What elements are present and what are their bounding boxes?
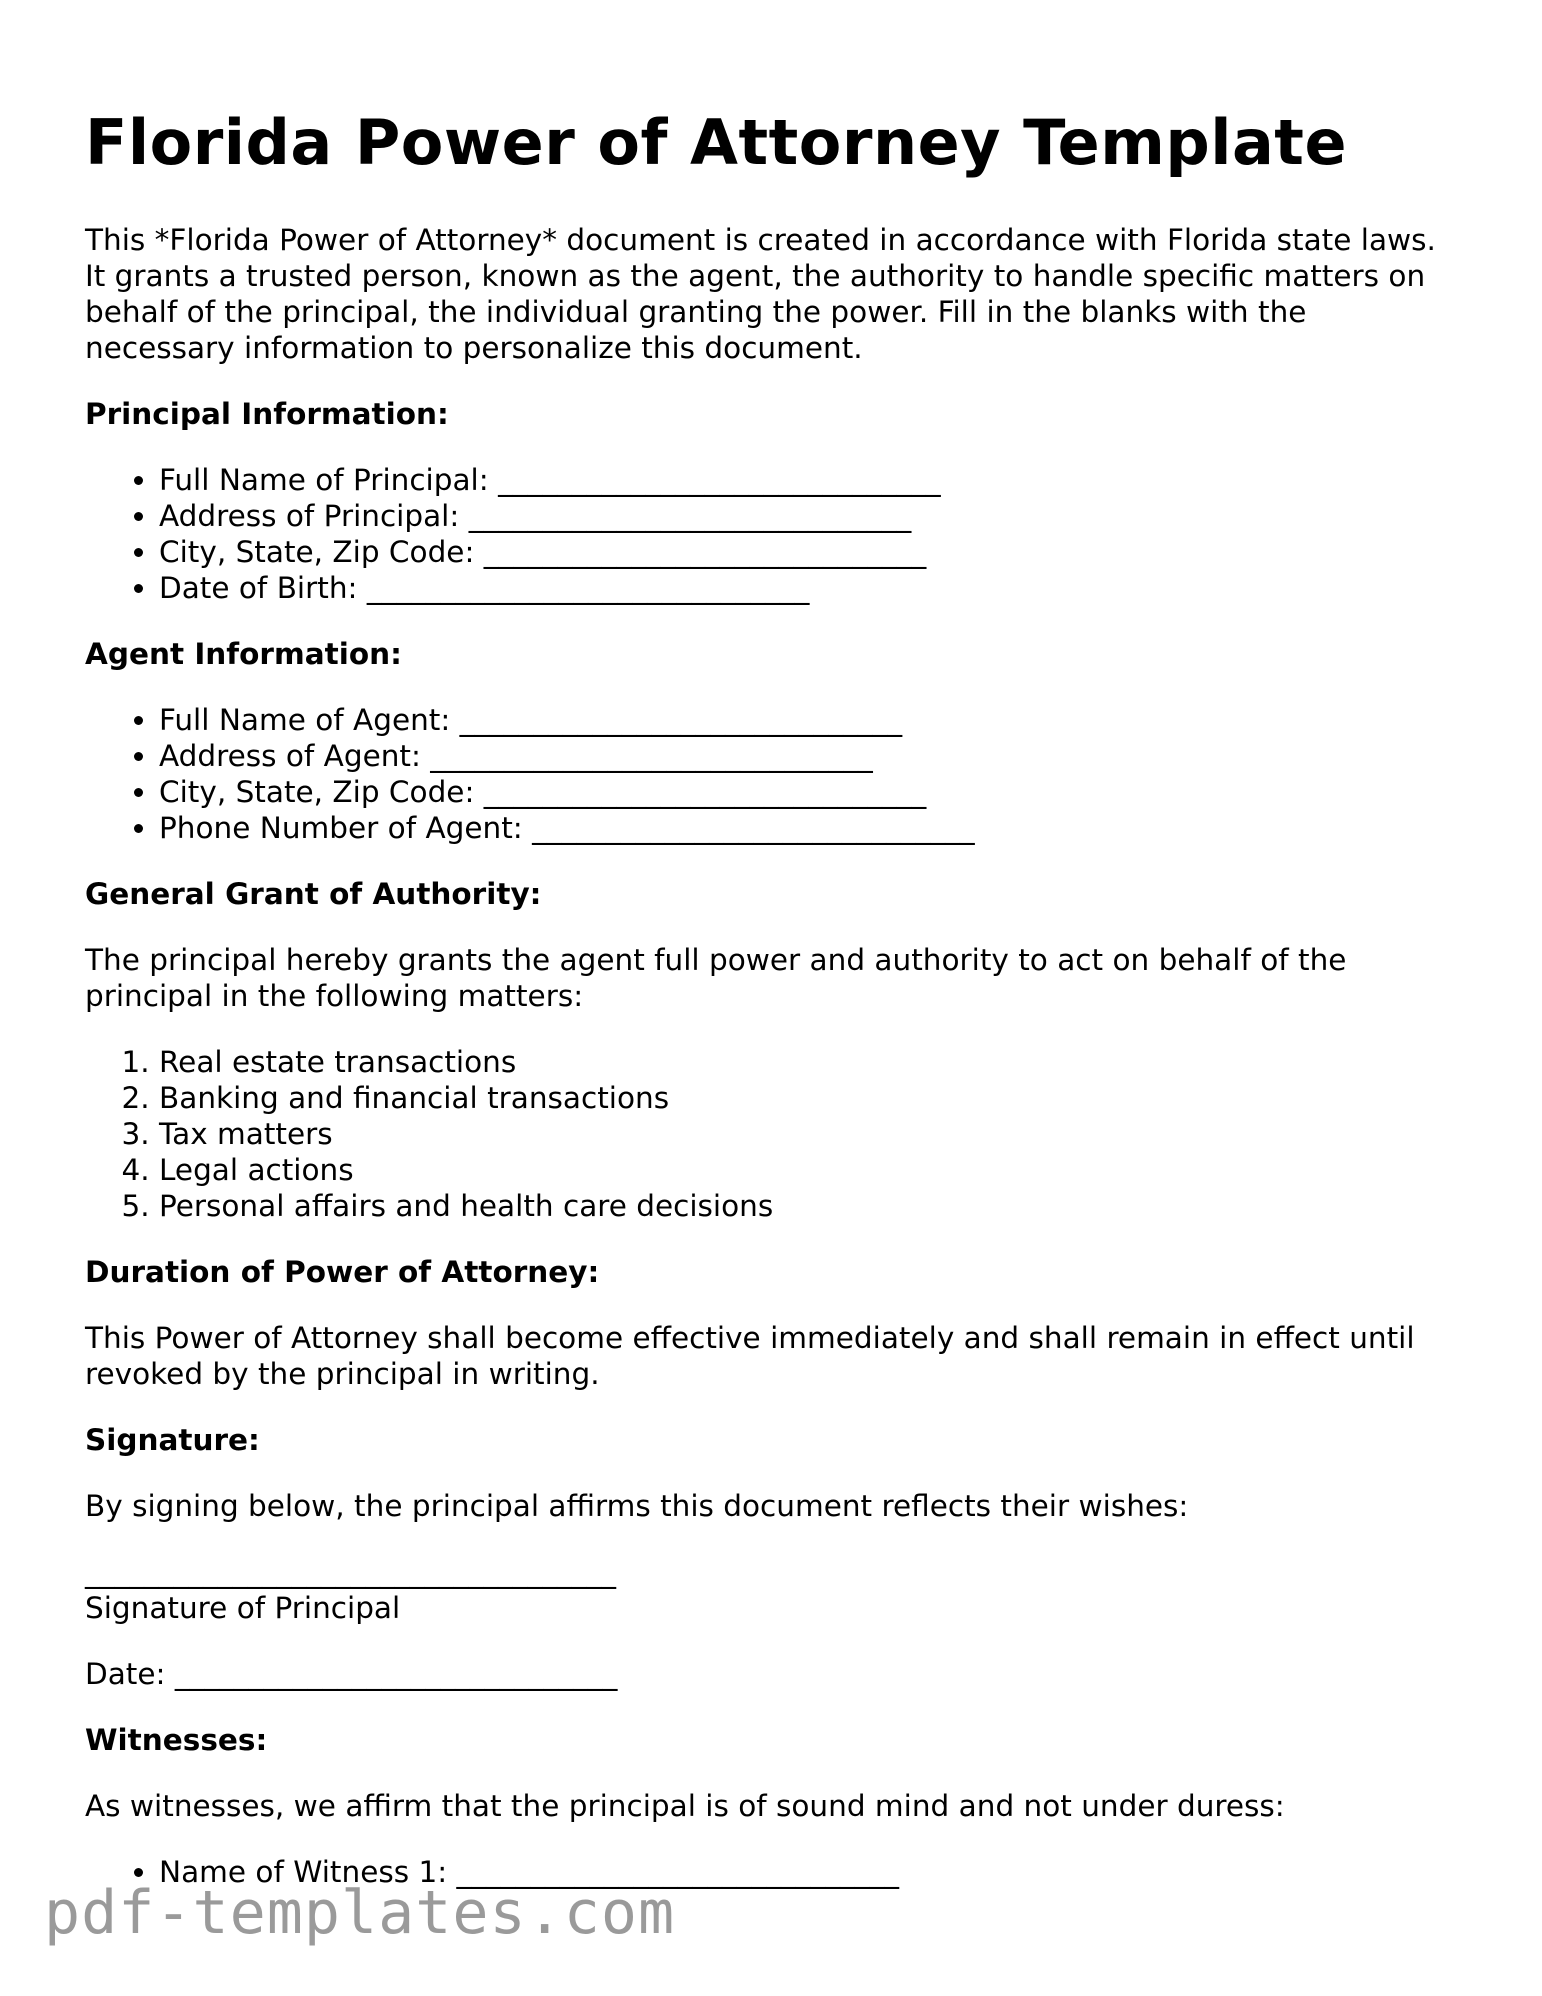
duration-heading: Duration of Power of Attorney: [85,1255,600,1289]
signature-label: Signature of Principal [85,1591,401,1625]
principal-full-name-field: • Full Name of Principal: ______________________________ [159,462,1465,498]
principal-city-state-zip-field: • City, State, Zip Code: ______________________________ [159,534,1465,570]
document-title: Florida Power of Attorney Template [85,106,1347,179]
authority-item: 1. Real estate transactions [159,1044,1465,1080]
signature-heading: Signature: [85,1423,260,1457]
authority-item: 2. Banking and financial transactions [159,1080,1465,1116]
agent-city-state-zip-field: • City, State, Zip Code: ______________________________ [159,774,1465,810]
agent-heading: Agent Information: [85,637,402,671]
duration-paragraph: This Power of Attorney shall become effective immediately and shall remain in effect until revoked by the principal in writing. [85,1321,1415,1391]
witnesses-heading: Witnesses: [85,1723,268,1757]
signature-paragraph: By signing below, the principal affirms this document reflects their wishes: [85,1489,1189,1523]
principal-heading: Principal Information: [85,397,449,431]
witness-1-name-field: • Name of Witness 1: ______________________________ [159,1854,1465,1890]
authority-item: 5. Personal affairs and health care decisions [159,1188,1465,1224]
authority-list [85,1044,1465,1224]
signature-line: ____________________________________ [85,1555,616,1589]
authority-item: 4. Legal actions [159,1152,1465,1188]
agent-phone-field: • Phone Number of Agent: ______________________________ [159,810,1465,846]
authority-heading: General Grant of Authority: [85,877,542,911]
signature-date-field: Date: ______________________________ [85,1657,618,1691]
document-body [85,222,1465,1920]
agent-list [85,702,1465,846]
principal-date-of-birth-field: • Date of Birth: ______________________________ [159,570,1465,606]
authority-paragraph: The principal hereby grants the agent full power and authority to act on behalf of the principal in the following matters: [85,943,1347,1013]
witnesses-paragraph: As witnesses, we affirm that the principal is of sound mind and not under duress: [85,1789,1285,1823]
agent-full-name-field: • Full Name of Agent: ______________________________ [159,702,1465,738]
signature-block [85,1554,1465,1626]
intro-paragraph: This *Florida Power of Attorney* document is created in accordance with Florida state laws. It grants a trusted person, known as the agent, the authority to handle specific matters on behalf of the principal, the individual granting the power. Fill in the blanks with the necessary information to personalize this document. [85,223,1436,365]
watermark-text: pdf-templates.com [44,1878,676,1948]
principal-address-field: • Address of Principal: ______________________________ [159,498,1465,534]
agent-address-field: • Address of Agent: ______________________________ [159,738,1465,774]
authority-item: 3. Tax matters [159,1116,1465,1152]
principal-list [85,462,1465,606]
